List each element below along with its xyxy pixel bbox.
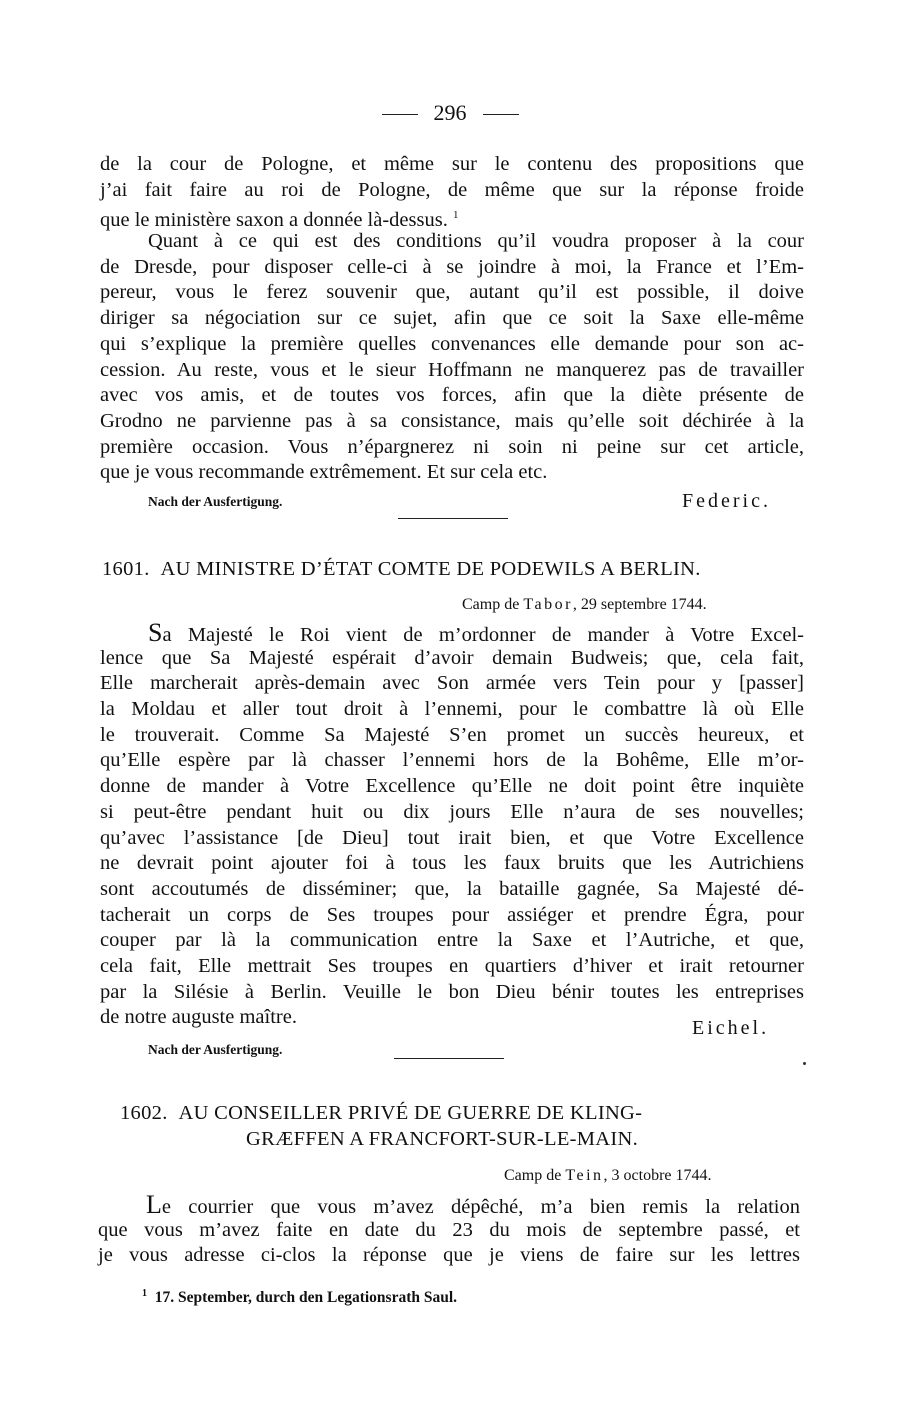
text-line: si peut-être pendant huit ou dix jours Elle n’aura de ses nouvelles; [100,800,804,823]
text-line: avec vos amis, et de toutes vos forces, afin que la diète présente de [100,384,804,407]
place-name: Tabor [523,596,573,613]
text-line [98,1192,800,1218]
text-line: de Dresde, pour disposer celle-ci à se joindre à moi, la France et l’Em- [100,255,804,278]
letter-title-line1: AU CONSEILLER PRIVÉ DE GUERRE DE KLING- [178,1102,643,1124]
text-line: qu’Elle espère par là chasser l’ennemi hors de la Bohême, Elle m’or- [100,749,804,772]
footnote [142,1288,457,1307]
drop-capital: S [148,618,163,647]
text-line: que je vous recommande extrêmement. Et sur cela etc. [100,461,548,484]
footnote-text: 17. September, durch den Legationsrath Saul. [154,1289,458,1307]
ink-speck [803,1062,806,1065]
text-line: ne devrait point ajouter foi à tous les faux bruits que les Autrichiens [100,852,804,875]
source-note: Nach der Ausfertigung. [148,494,283,509]
text-line: cela fait, Elle mettrait Ses troupes en quartiers d’hiver et irait retourner [100,954,804,977]
text-line: donne de mander à Votre Excellence qu’Elle ne doit point être inquiète [100,775,804,798]
text-line: le trouverait. Comme Sa Majesté S’en promet un succès heureux, et [100,723,804,746]
drop-capital: L [146,1190,162,1219]
text-line: de la cour de Pologne, et même sur le contenu des propositions que [100,153,804,175]
text-line: couper par là la communication entre la Saxe et l’Autriche, et que, [100,929,804,952]
header-dash-left [382,114,418,115]
letter-title-line2: GRÆFFEN A FRANCFORT-SUR-LE-MAIN. [246,1128,639,1150]
header-dash-right [483,114,519,115]
text-line: première occasion. Vous n’épargnerez ni soin ni peine sur cet article, [100,435,804,458]
text-line: par la Silésie à Berlin. Veuille le bon Dieu bénir toutes les entreprises [100,980,804,1003]
place-date-text: , 29 septembre 1744. [572,596,707,613]
place-date-text: , 3 octobre 1744. [603,1167,712,1184]
place-prefix: Camp de [504,1167,566,1184]
page-number: 296 [433,100,467,125]
text-line: sont accoutumés de disséminer; que, la bataille gagnée, Sa Majesté dé- [100,877,804,900]
text-line: la Moldau et aller tout droit à l’ennemi, pour le combattre là où Elle [100,698,804,721]
letter-heading [120,1102,642,1125]
text-line: tacherait un corps de Ses troupes pour assiéger et prendre Égra, pour [100,903,804,926]
place-date [504,1167,712,1185]
text-line: Grodno ne parvienne pas à sa consistance, mais qu’elle soit déchirée à la [100,409,804,432]
text-line: que vous m’avez faite en date du 23 du mois de septembre passé, et [98,1218,800,1241]
section-divider [394,1058,504,1059]
letter-1602-body [98,1192,800,1269]
text-line-content: a Majesté le Roi vient de m’ordonner de mander à Votre Excel- [162,624,804,646]
signature: Federic. [682,490,771,512]
letter-1601-body [100,620,804,1031]
text-line-content: e courrier que vous m’avez dépêché, m’a bien remis la relation [161,1196,800,1218]
place-name: Tein [565,1167,604,1184]
text-line: qu’avec l’assistance [de Dieu] tout irait bien, et que Votre Excellence [100,826,804,849]
page-header [0,100,900,126]
letter-number: 1602. [120,1102,168,1124]
text-line: Quant à ce qui est des conditions qu’il voudra proposer à la cour [148,230,804,253]
text-line: diriger sa négociation sur ce sujet, afin que ce soit la Saxe elle-même [100,307,804,330]
text-line: de notre auguste maître. [100,1006,297,1029]
letter-number: 1601. [102,558,150,580]
text-line: qui s’explique la première quelles convenances elle demande pour son ac- [100,332,804,355]
text-line: pereur, vous le ferez souvenir que, autant qu’il est possible, il doive [100,281,804,304]
text-line [100,203,804,232]
place-prefix: Camp de [462,596,524,613]
text-line-content: que le ministère saxon a donnée là-dessus. [100,209,448,232]
letter-heading [102,558,701,581]
text-line: je vous adresse ci-clos la réponse que je viens de faire sur les lettres [98,1244,800,1267]
text-line [100,620,804,646]
section-divider [398,518,508,519]
place-date [462,596,707,614]
footnote-marker: 1 [452,209,459,222]
footnote-marker: 1 [142,1288,147,1299]
text-line: j’ai fait faire au roi de Pologne, de même que sur la réponse froide [100,178,804,201]
text-line: Elle marcherait après-demain avec Son armée vers Tein pour y [passer] [100,672,804,695]
source-note: Nach der Ausfertigung. [148,1042,283,1057]
signature: Eichel. [692,1017,770,1039]
text-line: cession. Au reste, vous et le sieur Hoffmann ne manquerez pas de travailler [100,358,804,381]
letter-title: AU MINISTRE D’ÉTAT COMTE DE PODEWILS A BERLIN. [160,558,701,580]
prev-letter-body [100,152,804,486]
text-line: lence que Sa Majesté espérait d’avoir demain Budweis; que, cela fait, [100,646,804,669]
